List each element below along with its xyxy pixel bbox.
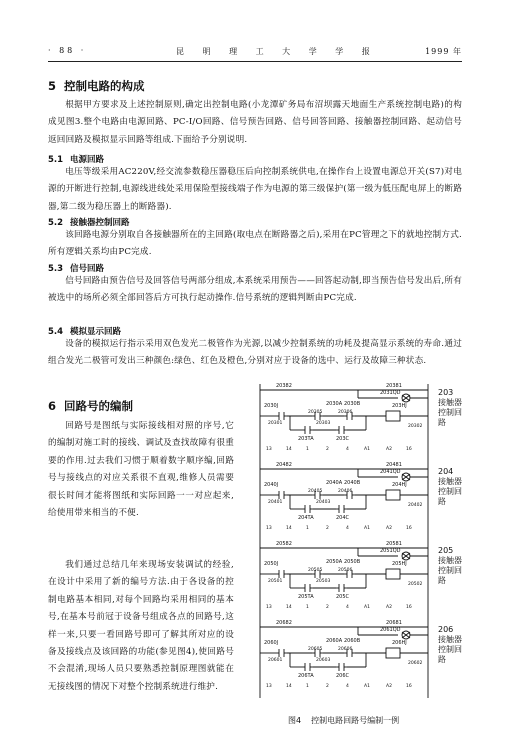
terminal-number: 14: [286, 684, 292, 689]
subsection-title: 模拟显示回路: [70, 327, 122, 337]
switch-label: 206TA: [298, 673, 314, 679]
indicator-label: 2031QD: [380, 390, 401, 396]
subsection-number: 5.2: [48, 218, 64, 228]
node-label-lo-b: 20603: [316, 658, 331, 663]
terminal-number: 14: [286, 605, 292, 610]
node-label-top: 20482: [276, 462, 292, 468]
node-label-mid-a: 20305: [308, 410, 323, 415]
terminal-number: 2: [326, 605, 329, 610]
subsection-5-2-text: 该回路电源分别取自各接触器所在的主回路(取电点在断路器之后),采用在PC管理之下的就地控制方式.所有逻辑关系均由PC完成.: [48, 230, 462, 258]
switch2-label: 206C: [336, 673, 350, 679]
section-6-paragraph-2: 我们通过总结几年来现场安装调试的经验,在设计中采用了新的编号方法.由于各设备的控制电路基本相同,对每个回路均采用相同的基本号,在基本号前冠于设备号组成各点的回路号,这样一来,只要一看回路号即可了解其所对应的设备及接线点及该回路的功能(参见图4),使回路号不会混淆,现场人员只要熟悉控制原理图就能在无接线图的情况下对整个控制系统进行维护.: [48, 560, 234, 692]
terminal-number: A2: [386, 447, 392, 452]
circuit-drawing: [246, 376, 464, 706]
switch2-label: 203C: [336, 436, 350, 442]
page-number: · 88 ·: [48, 46, 87, 55]
subsection-5-3-text: 信号回路由预告信号及回答信号两部分组成,本系统采用预告——回答起动制,即当预告信号发出后,所有被选中的场所必须全部回答后方可执行起动操作.信号系统的逻辑判断由PC完成.: [48, 276, 462, 304]
indicator-label: 2061QD: [380, 627, 401, 633]
terminal-number: 2: [326, 526, 329, 531]
node-label-end: 20602: [408, 661, 423, 666]
node-label-mid-b: 20406: [338, 489, 353, 494]
node-label-mid-a: 20505: [308, 568, 323, 573]
terminal-number: 1: [306, 526, 309, 531]
node-label-mid-b: 20306: [338, 410, 353, 415]
switch-label: 203TA: [298, 436, 314, 442]
section-6-paragraph-1: 回路号是图纸与实际接线相对照的序号,它的编制对施工时的接线、调试及查找故障有很重要的作用.过去我们习惯于顺着数字顺序编,回路号与接线点的对应关系很不直观,维修人员需要很长时间才能将图纸和实际回路一一对应起来,给使用带来相当的不便.: [48, 421, 234, 519]
switch-label: 205TA: [298, 594, 314, 600]
relay-label-a: 2050A: [326, 559, 343, 565]
relay-label-b: 2060B: [344, 638, 361, 644]
coil-label: 205HJ: [392, 561, 407, 567]
terminal-number: A2: [386, 684, 392, 689]
indicator-label: 2041QD: [380, 469, 401, 475]
coil-label: 204HJ: [392, 482, 407, 488]
subsection-5-4-text: 设备的模拟运行指示采用双色发光二极管作为光源,以减少控制系统的功耗及提高显示系统的寿命.通过组合发光二极管可发出三种颜色:绿色、红色及橙色,分别对应于设备的选中、运行及故障三种状态.: [48, 339, 462, 367]
node-label-mid-b: 20506: [338, 568, 353, 573]
contact-label-left: 2060J: [264, 640, 279, 646]
terminal-number: 14: [286, 447, 292, 452]
node-label-end: 20402: [408, 503, 423, 508]
contact-label-left: 2050J: [264, 561, 279, 567]
figure-4-circuit-diagram: [246, 376, 464, 706]
node-label-lo-b: 20303: [316, 421, 331, 426]
journal-name: 昆 明 理 工 大 学 学 报: [176, 47, 378, 56]
terminal-number: 4: [346, 526, 349, 531]
terminal-number: 13: [266, 447, 272, 452]
node-label-lo-a: 20501: [268, 579, 283, 584]
relay-coil-icon: [386, 411, 400, 421]
terminal-number: 16: [406, 684, 412, 689]
subsection-title: 电源回路: [70, 155, 105, 165]
terminal-number: 4: [346, 447, 349, 452]
terminal-number: 4: [346, 684, 349, 689]
switch2-label: 204C: [336, 515, 350, 521]
subsection-number: 5.1: [48, 155, 64, 165]
node-label-top: 20582: [276, 541, 292, 547]
node-label-right: 20381: [386, 383, 402, 389]
switch2-label: 205C: [336, 594, 350, 600]
rung-side-label: 206 接触器控制回路: [438, 625, 462, 664]
terminal-number: A2: [386, 605, 392, 610]
relay-label-b: 2030B: [344, 401, 361, 407]
terminal-number: A1: [364, 605, 370, 610]
rung-side-label: 205 接触器控制回路: [438, 546, 462, 585]
section-6-heading: [48, 398, 234, 414]
subsection-number: 5.3: [48, 264, 64, 274]
relay-label-a: 2060A: [326, 638, 343, 644]
terminal-number: 1: [306, 605, 309, 610]
subsection-title: 接触器控制回路: [70, 218, 130, 228]
node-label-mid-a: 20605: [308, 647, 323, 652]
contact-label-left: 2030J: [264, 403, 279, 409]
terminal-number: 13: [266, 684, 272, 689]
indicator-label: 2051QD: [380, 548, 401, 554]
terminal-number: A2: [386, 526, 392, 531]
figure-number: 图4: [288, 716, 302, 725]
running-head: [48, 44, 462, 58]
header-rule: [48, 61, 462, 62]
node-label-mid-b: 20606: [338, 647, 353, 652]
section-title: 回路号的编制: [64, 399, 133, 413]
figure-caption-text: 控制电路回路号编制一例: [311, 716, 400, 725]
rung-side-label: 204 接触器控制回路: [438, 467, 462, 506]
node-label-right: 20481: [386, 462, 402, 468]
node-label-lo-b: 20503: [316, 579, 331, 584]
terminal-number: 16: [406, 526, 412, 531]
section-5-heading: [48, 78, 462, 94]
terminal-number: A1: [364, 526, 370, 531]
subsection-5-1-text: 电压等级采用AC220V,经交流参数稳压器稳压后向控制系统供电,在操作台上设置电源总开关(S7)对电源的开断进行控制,电源线进线处采用保险型接线端子作为电源的第三级保护(第一级为低压配电屏上的断路器,第二级为稳压器上的断路器).: [48, 167, 462, 212]
rung-side-label: 203 接触器控制回路: [438, 388, 462, 427]
terminal-number: 2: [326, 447, 329, 452]
relay-coil-icon: [386, 490, 400, 500]
coil-label: 203HJ: [392, 403, 407, 409]
relay-coil-icon: [386, 569, 400, 579]
terminal-number: 13: [266, 605, 272, 610]
coil-label: 206HJ: [392, 640, 407, 646]
node-label-end: 20302: [408, 424, 423, 429]
node-label-lo-a: 20601: [268, 658, 283, 663]
contact-label-left: 2040J: [264, 482, 279, 488]
relay-label-b: 2050B: [344, 559, 361, 565]
subsection-title: 信号回路: [70, 264, 105, 274]
node-label-right: 20581: [386, 541, 402, 547]
node-label-top: 20382: [276, 383, 292, 389]
subsection-number: 5.4: [48, 327, 64, 337]
terminal-number: 1: [306, 447, 309, 452]
node-label-mid-a: 20405: [308, 489, 323, 494]
terminal-number: 2: [326, 684, 329, 689]
relay-coil-icon: [386, 648, 400, 658]
relay-label-a: 2030A: [326, 401, 343, 407]
terminal-number: 14: [286, 526, 292, 531]
node-label-lo-b: 20403: [316, 500, 331, 505]
node-label-top: 20682: [276, 620, 292, 626]
terminal-number: A1: [364, 684, 370, 689]
node-label-lo-a: 20301: [268, 421, 283, 426]
section-title: 控制电路的构成: [64, 79, 145, 93]
relay-label-a: 2040A: [326, 480, 343, 486]
figure-4-caption: [288, 715, 448, 726]
node-label-lo-a: 20401: [268, 500, 283, 505]
node-label-right: 20681: [386, 620, 402, 626]
terminal-number: A1: [364, 447, 370, 452]
relay-label-b: 2040B: [344, 480, 361, 486]
terminal-number: 16: [406, 447, 412, 452]
terminal-number: 4: [346, 605, 349, 610]
terminal-number: 13: [266, 526, 272, 531]
section-number: 5: [48, 79, 57, 93]
terminal-number: 16: [406, 605, 412, 610]
node-label-end: 20502: [408, 582, 423, 587]
switch-label: 204TA: [298, 515, 314, 521]
terminal-number: 1: [306, 684, 309, 689]
section-5-intro: 根据甲方要求及上述控制原则,确定出控制电路(小龙潭矿务局布沼坝露天地面生产系统控制电路)的构成见图3.整个电路由电源回路、PC-I/O回路、信号预告回路、信号回答回路、接触器控制回路、起动信号返回回路及模拟显示回路等组成.下面给予分别说明.: [48, 100, 462, 145]
publication-year: 1999 年: [425, 47, 462, 56]
section-number: 6: [48, 399, 57, 413]
